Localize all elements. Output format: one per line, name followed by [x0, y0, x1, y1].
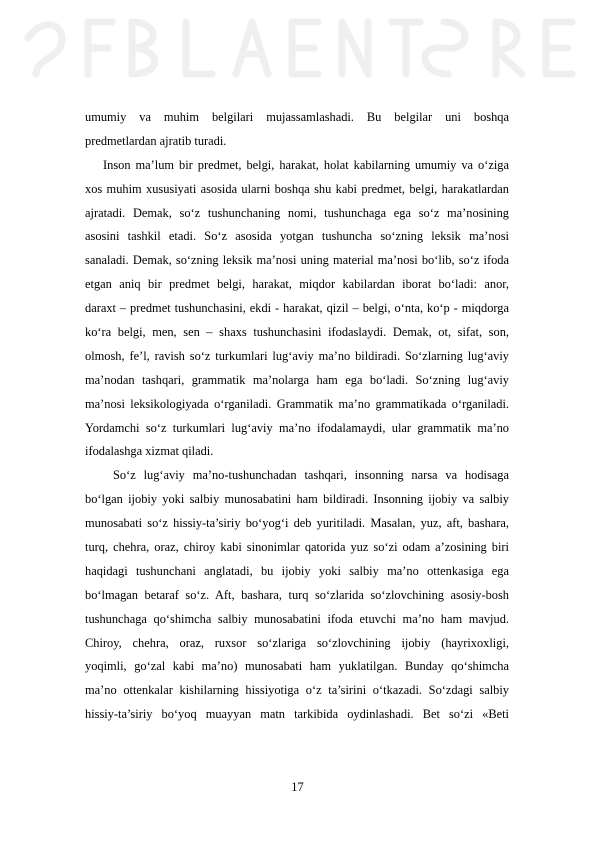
text-line: bo‘lmagan betaraf so‘z. Aft, bashara, turq so‘zlarida so‘zlovchining asosiy-bosh — [85, 587, 509, 602]
watermark-logo — [0, 0, 595, 100]
text-line: ifodalashga xizmat qiladi. — [85, 444, 214, 459]
text-line: bo‘lgan ijobiy yoki salbiy munosabatini ham bildiradi. Insonning ijobiy va salbiy — [85, 492, 509, 507]
text-line: yoqimli, go‘zal kabi ma’no) munosabati ham yuklatilgan. Bunday qo‘shimcha — [85, 659, 509, 674]
page-number: 17 — [291, 780, 304, 794]
text-line: munosabati so‘z hissiy-ta’siriy bo‘yog‘i deb yuritiladi. Masalan, yuz, aft, bashara, — [85, 516, 509, 531]
text-line: Yordamchi so‘z turkumlari lug‘aviy ma’no ifodalamaydi, ular grammatik ma’no — [85, 420, 509, 435]
text-line: ajratadi. Demak, so‘z tushunchaning nomi, tushunchaga ega so‘z ma’nosining — [85, 205, 509, 220]
text-line: ma’nosi leksikologiyada o‘rganiladi. Grammatik ma’no grammatikada o‘rganiladi. — [85, 396, 509, 411]
text-line: Inson ma’lum bir predmet, belgi, harakat, holat kabilarning umumiy va o‘ziga — [103, 157, 509, 172]
text-line: sanaladi. Demak, so‘zning leksik ma’nosi uning material ma’nosi bo‘lib, so‘z ifoda — [85, 253, 509, 268]
text-line: turq, chehra, oraz, chiroy kabi sinonimlar qatorida yuz so‘zi odam a’zosining biri — [85, 540, 509, 555]
text-line: daraxt – predmet tushunchasini, ekdi - harakat, qizil – belgi, o‘nta, ko‘p - miqdorga — [85, 301, 509, 316]
text-body — [85, 106, 509, 727]
text-line: ko‘ra belgi, men, sen – shaxs tushunchasini ifodaslaydi. Demak, ot, sifat, son, — [85, 325, 509, 340]
text-line: xos muhim xususiyati asosida ularni boshqa shu kabi predmet, belgi, harakatlardan — [85, 181, 509, 196]
text-line: etgan aniq bir predmet belgi, harakat, miqdor kabilardan iborat bo‘ladi: anor, — [85, 277, 509, 292]
text-line: olmosh, fe’l, ravish so‘z turkumlari lug‘aviy ma’no bildiradi. So‘zlarning lug‘aviy — [85, 348, 509, 363]
text-line: hissiy-ta’siriy bo‘yoq muayyan matn tarkibida oydinlashadi. Bet so‘zi «Beti — [85, 707, 509, 722]
text-line: So‘z lug‘aviy ma’no-tushunchadan tashqari, insonning narsa va hodisaga — [113, 468, 509, 483]
text-line: ma’nodan tashqari, grammatik ma’nolarga ham ega bo‘ladi. So‘zning lug‘aviy — [85, 372, 509, 387]
text-line: ma’no ottenkalar kishilarning hissiyotiga o‘z ta’sirini o‘tkazadi. So‘zdagi salbiy — [85, 683, 509, 698]
text-line: umumiy va muhim belgilari mujassamlashadi. Bu belgilar uni boshqa — [85, 110, 509, 124]
text-line: predmetlardan ajratib turadi. — [85, 133, 227, 148]
text-line: tushunchaga qo‘shimcha salbiy munosabatini ifoda etuvchi ma’no ham mavjud. — [85, 611, 509, 626]
text-line: Chiroy, chehra, oraz, ruxsor so‘zlariga so‘zlovchining ijobiy (hayrixoxligi, — [85, 635, 509, 650]
text-line: asosini tashkil etadi. So‘z asosida yotgan tushuncha so‘zning leksik ma’nosi — [85, 229, 509, 244]
text-line: haqidagi tushunchani anglatadi, bu ijobiy yoki salbiy ma’no ottenkasiga ega — [85, 563, 509, 578]
